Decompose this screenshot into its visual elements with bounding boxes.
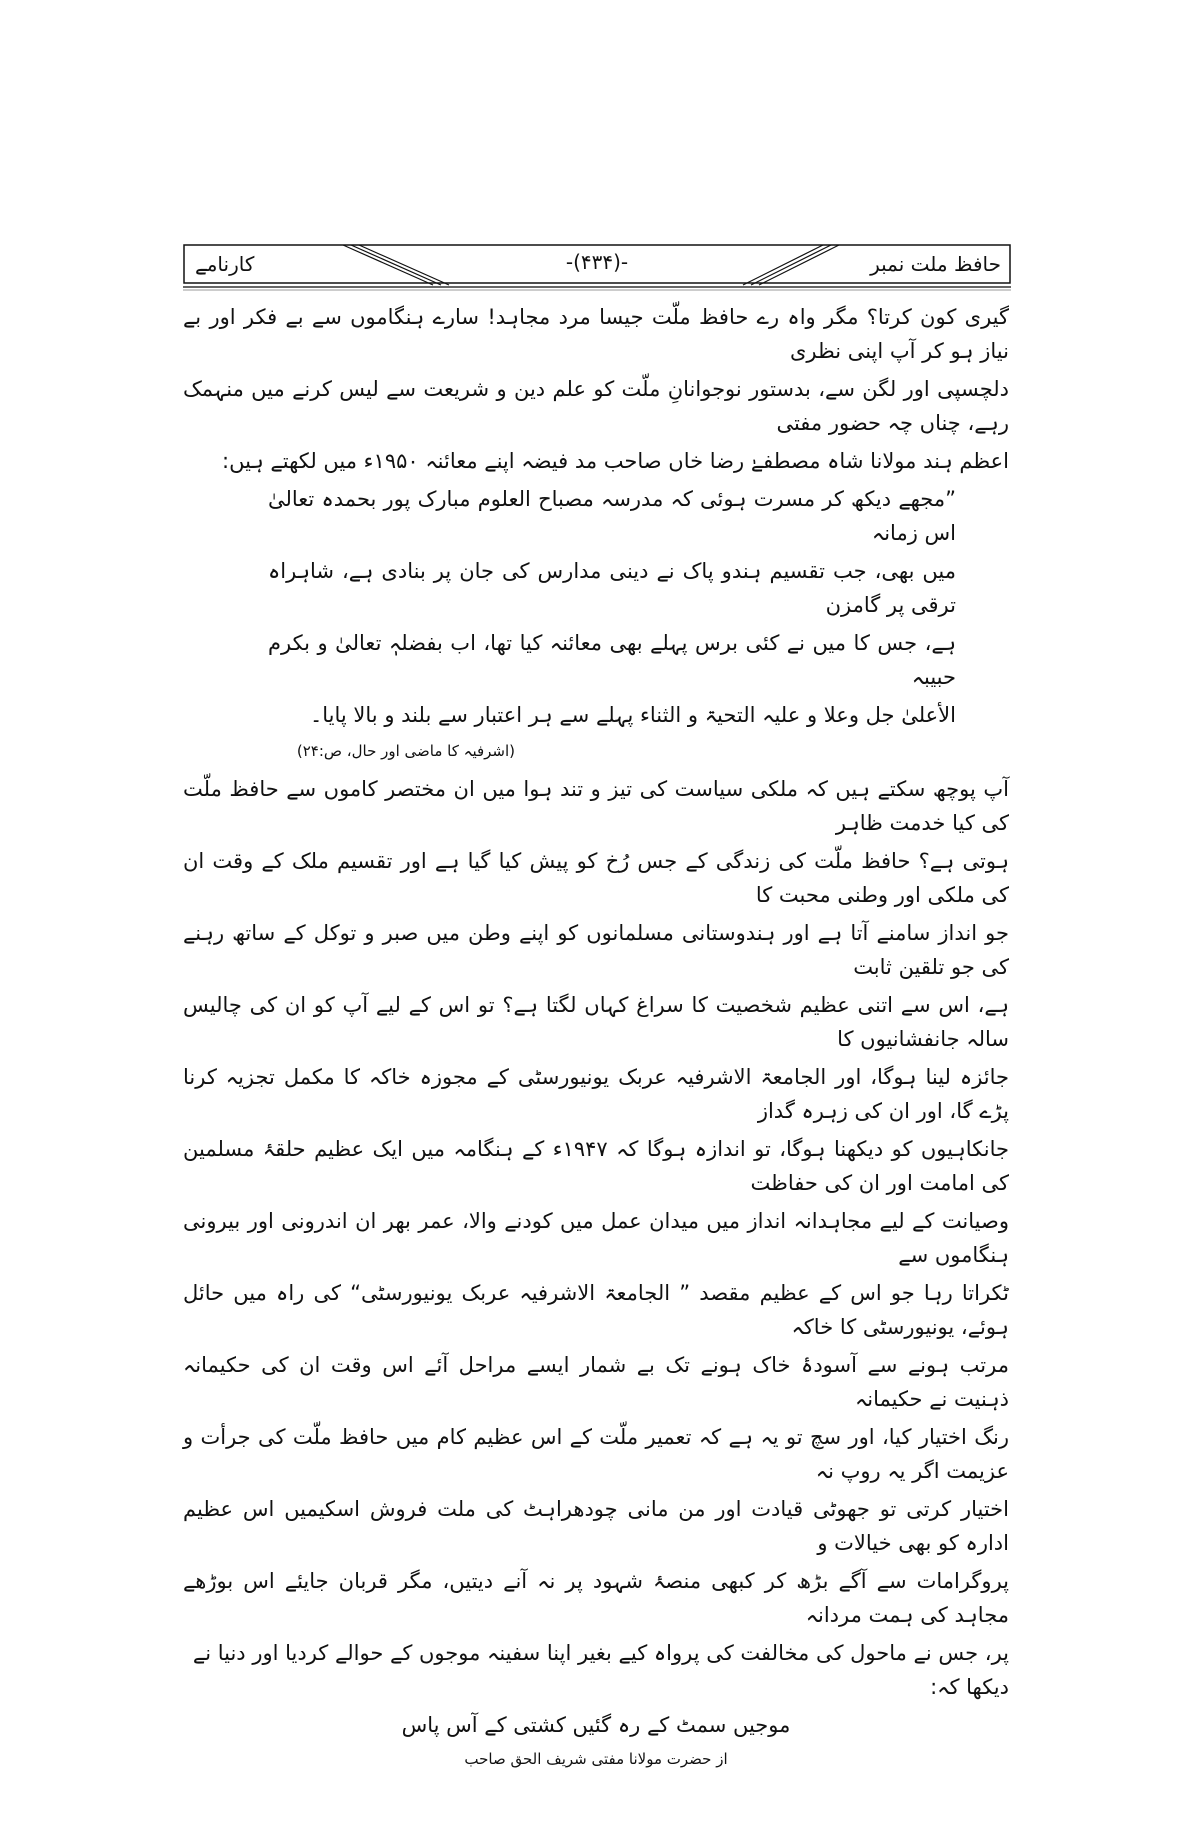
page-header bbox=[183, 243, 1011, 293]
publication-title: حافظ ملت نمبر bbox=[870, 252, 1001, 276]
quote-line: الأعلیٰ جل وعلا و علیہ التحیۃ و الثناء پہلے سے ہر اعتبار سے بلند و بالا پایا۔ bbox=[309, 703, 956, 727]
verse: موجیں سمٹ کے رہ گئیں کشتی کے آس پاس bbox=[401, 1713, 791, 1737]
text-line: ہوتی ہے؟ حافظ ملّت کی زندگی کے جس رُخ کو پیش کیا گیا ہے اور تقسیم ملک کے وقت ان کی ملکی اور وطنی محبت کا bbox=[183, 849, 1009, 907]
text-line: دلچسپی اور لگن سے، بدستور نوجوانانِ ملّت کو علم دین و شریعت سے لیس کرنے میں منہمک رہے، چناں چہ حضور مفتی bbox=[183, 377, 1009, 435]
quote-line: ہے، جس کا میں نے کئی برس پہلے بھی معائنہ کیا تھا، اب بفضلہٖ تعالیٰ و بکرم حبیبہ bbox=[268, 631, 956, 689]
text-line: جائزہ لینا ہوگا، اور الجامعۃ الاشرفیہ عربک یونیورسٹی کے مجوزہ خاکہ کا مکمل تجزیہ کرنا پڑے گا، اور ان کی زہرہ گداز bbox=[183, 1065, 1009, 1123]
section-title: کارنامے bbox=[195, 252, 255, 276]
text-line: اعظم ہند مولانا شاہ مصطفےٰ رضا خاں صاحب مد فیضہ اپنے معائنہ ۱۹۵۰ء میں لکھتے ہیں: bbox=[222, 449, 1009, 473]
text-line: ہے، اس سے اتنی عظیم شخصیت کا سراغ کہاں لگتا ہے؟ تو اس کے لیے آپ کو ان کی چالیس سالہ جانفشانیوں کا bbox=[183, 993, 1009, 1051]
text-line: وصیانت کے لیے مجاہدانہ انداز میں میدان عمل میں کودنے والا، عمر بھر ان اندرونی اور بیرونی ہنگاموں سے bbox=[183, 1209, 1009, 1267]
quotation bbox=[268, 482, 956, 732]
quote-line: ”مجھے دیکھ کر مسرت ہوئی کہ مدرسہ مصباح العلوم مبارک پور بحمدہ تعالیٰ اس زمانہ bbox=[268, 487, 956, 545]
citation: (اشرفیہ کا ماضی اور حال، ص:۲۴) bbox=[296, 742, 515, 760]
text-line: جو انداز سامنے آتا ہے اور ہندوستانی مسلمانوں کو اپنے وطن میں صبر و توکل کے ساتھ رہنے کی جو تلقین ثابت bbox=[183, 921, 1009, 979]
text-line: مرتب ہونے سے آسودۂ خاک ہونے تک بے شمار ایسے مراحل آئے اس وقت ان کی حکیمانہ ذہنیت نے حکیمانہ bbox=[183, 1353, 1009, 1411]
text-line: جانکاہیوں کو دیکھنا ہوگا، تو اندازہ ہوگا کہ ۱۹۴۷ء کے ہنگامہ میں ایک عظیم حلقۂ مسلمین کی امامت اور ان کی حفاظت bbox=[183, 1137, 1009, 1195]
text-line: اختیار کرتی تو جھوٹی قیادت اور من مانی چودھراہٹ کی ملت فروش اسکیمیں اس عظیم ادارہ کو بھی خیالات و bbox=[183, 1497, 1009, 1555]
text-line: پر، جس نے ماحول کی مخالفت کی پرواہ کیے بغیر اپنا سفینہ موجوں کے حوالے کردیا اور دنیا نے دیکھا کہ: bbox=[192, 1641, 1009, 1699]
page-number: -(۴۳۴)- bbox=[565, 250, 629, 274]
text-line: پروگرامات سے آگے بڑھ کر کبھی منصۂ شہود پر نہ آنے دیتیں، مگر قربان جایئے اس بوڑھے مجاہد کی ہمت مردانہ bbox=[183, 1569, 1009, 1627]
text-line: رنگ اختیار کیا، اور سچ تو یہ ہے کہ تعمیر ملّت کے اس عظیم کام میں حافظ ملّت کی جرأت و عزیمت اگر یہ روپ نہ bbox=[183, 1425, 1009, 1483]
text-line: آپ پوچھ سکتے ہیں کہ ملکی سیاست کی تیز و تند ہوا میں ان مختصر کاموں سے حافظ ملّت کی کیا خدمت ظاہر bbox=[183, 777, 1009, 835]
quote-line: میں بھی، جب تقسیم ہندو پاک نے دینی مدارس کی جان پر بنادی ہے، شاہراہ ترقی پر گامزن bbox=[268, 559, 956, 617]
text-line: گیری کون کرتا؟ مگر واہ رے حافظ ملّت جیسا مرد مجاہد! سارے ہنگاموں سے بے فکر اور بے نیاز ہو کر آپ اپنی نظری bbox=[183, 305, 1009, 363]
text-line: ٹکراتا رہا جو اس کے عظیم مقصد ” الجامعۃ الاشرفیہ عربک یونیورسٹی“ کی راہ میں حائل ہوئے، یونیورسٹی کا خاکہ bbox=[183, 1281, 1009, 1339]
article-body bbox=[183, 300, 1009, 1836]
author-credit: از حضرت مولانا مفتی شریف الحق صاحب bbox=[464, 1750, 728, 1768]
